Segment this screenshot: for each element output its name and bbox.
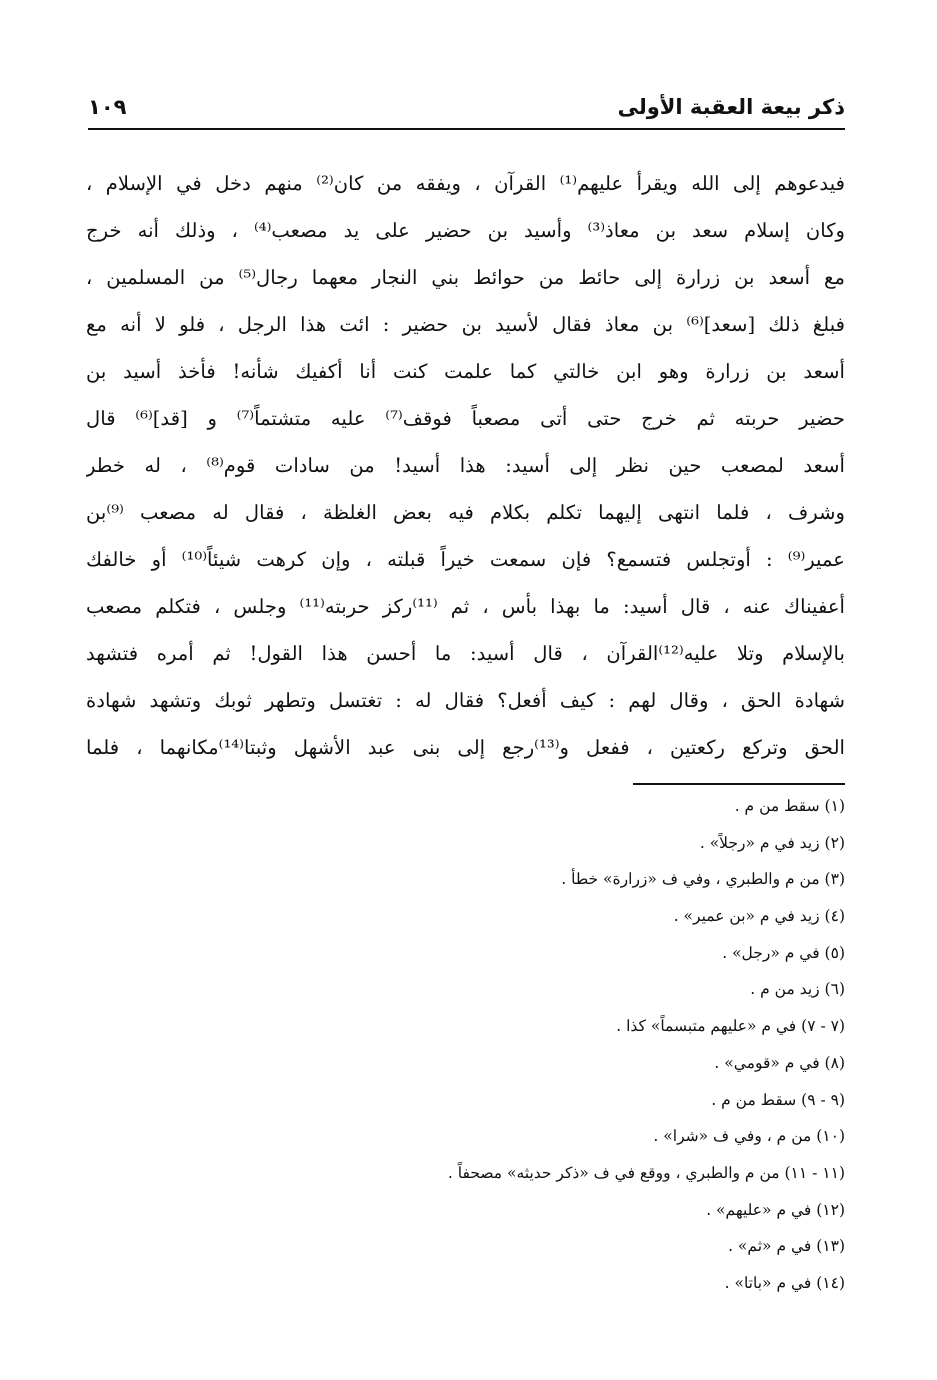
text-line: وكان إسلام سعد بن معاذ⁽³⁾ وأسيد بن حضير على يد مصعب⁽⁴⁾ ، وذلك أنه خرج xyxy=(86,219,845,242)
text-line: أسعد لمصعب حين نظر إلى أسيد: هذا أسيد! من سادات قوم⁽⁸⁾ ، له خطر xyxy=(86,454,845,477)
text-line: فبلغ ذلك [سعد]⁽⁶⁾ بن معاذ فقال لأسيد بن حضير : ائت هذا الرجل ، فلو لا أنه مع xyxy=(86,313,845,336)
chapter-title: ذكر بيعة العقبة الأولى xyxy=(617,95,845,119)
footnote: (١٤) في م «باتا» . xyxy=(724,1273,845,1292)
header-rule xyxy=(88,128,845,130)
text-line: مع أسعد بن زرارة إلى حائط من حوائط بني النجار معهما رجال⁽⁵⁾ من المسلمين ، xyxy=(86,266,845,289)
footnote: (٦) زيد من م . xyxy=(750,980,845,999)
footnote: (٣) من م والطبري ، وفي ف «زرارة» خطأ . xyxy=(561,870,845,889)
footnote-separator xyxy=(633,783,845,785)
text-line: فيدعوهم إلى الله ويقرأ عليهم⁽¹⁾ القرآن ، ويفقه من كان⁽²⁾ منهم دخل في الإسلام ، xyxy=(86,172,845,195)
footnotes xyxy=(86,788,845,1302)
footnote: (١٢) في م «عليهم» . xyxy=(706,1200,845,1219)
footnote: (٧ - ٧) في م «عليهم متبسماً» كذا . xyxy=(616,1017,845,1036)
text-line: شهادة الحق ، وقال لهم : كيف أفعل؟ فقال له : تغتسل وتطهر ثوبك وتشهد شهادة xyxy=(86,689,845,712)
main-text xyxy=(86,160,845,771)
text-line: حضير حربته ثم خرج حتى أتى مصعباً فوقف⁽⁷⁾ عليه متشتماً⁽⁷⁾ و [قد]⁽⁶⁾ قال xyxy=(86,407,845,430)
footnote: (٤) زيد في م «بن عمير» . xyxy=(673,907,845,926)
footnote: (١١ - ١١) من م والطبري ، ووقع في ف «ذكر حديثه» مصحفاً . xyxy=(447,1163,845,1182)
footnote: (١٣) في م «ثم» . xyxy=(728,1237,845,1256)
footnote: (١٠) من م ، وفي ف «شرا» . xyxy=(653,1127,845,1146)
text-line: وشرف ، فلما انتهى إليهما تكلم بكلام فيه بعض الغلظة ، فقال له مصعب ⁽⁹⁾بن xyxy=(86,501,845,524)
footnote: (٩ - ٩) سقط من م . xyxy=(711,1090,845,1109)
text-line: عمير⁽⁹⁾ : أوتجلس فتسمع؟ فإن سمعت خيراً قبلته ، وإن كرهت شيئاً⁽¹⁰⁾ أو خالفك xyxy=(86,548,845,571)
footnote: (٢) زيد في م «رجلاً» . xyxy=(699,833,845,852)
text-line: أسعد بن زرارة وهو ابن خالتي كما علمت كنت أنا أكفيك شأنه! فأخذ أسيد بن xyxy=(86,360,845,383)
footnote: (٨) في م «قومي» . xyxy=(714,1053,845,1072)
footnote: (٥) في م «رجل» . xyxy=(722,943,845,962)
text-line: بالإسلام وتلا عليه⁽¹²⁾القرآن ، قال أسيد: ما أحسن هذا القول! ثم أمره فتشهد xyxy=(86,642,845,665)
text-line: أعفيناك عنه ، قال أسيد: ما بهذا بأس ، ثم ⁽¹¹⁾ركز حربته⁽¹¹⁾ وجلس ، فتكلم مصعب xyxy=(86,595,845,618)
text-line: الحق وتركع ركعتين ، ففعل و⁽¹³⁾رجع إلى بنى عبد الأشهل وثبتا⁽¹⁴⁾مكانهما ، فلما xyxy=(86,736,845,759)
page-number: ١٠٩ xyxy=(88,95,127,119)
running-header xyxy=(88,92,845,126)
footnote: (١) سقط من م . xyxy=(734,797,845,815)
